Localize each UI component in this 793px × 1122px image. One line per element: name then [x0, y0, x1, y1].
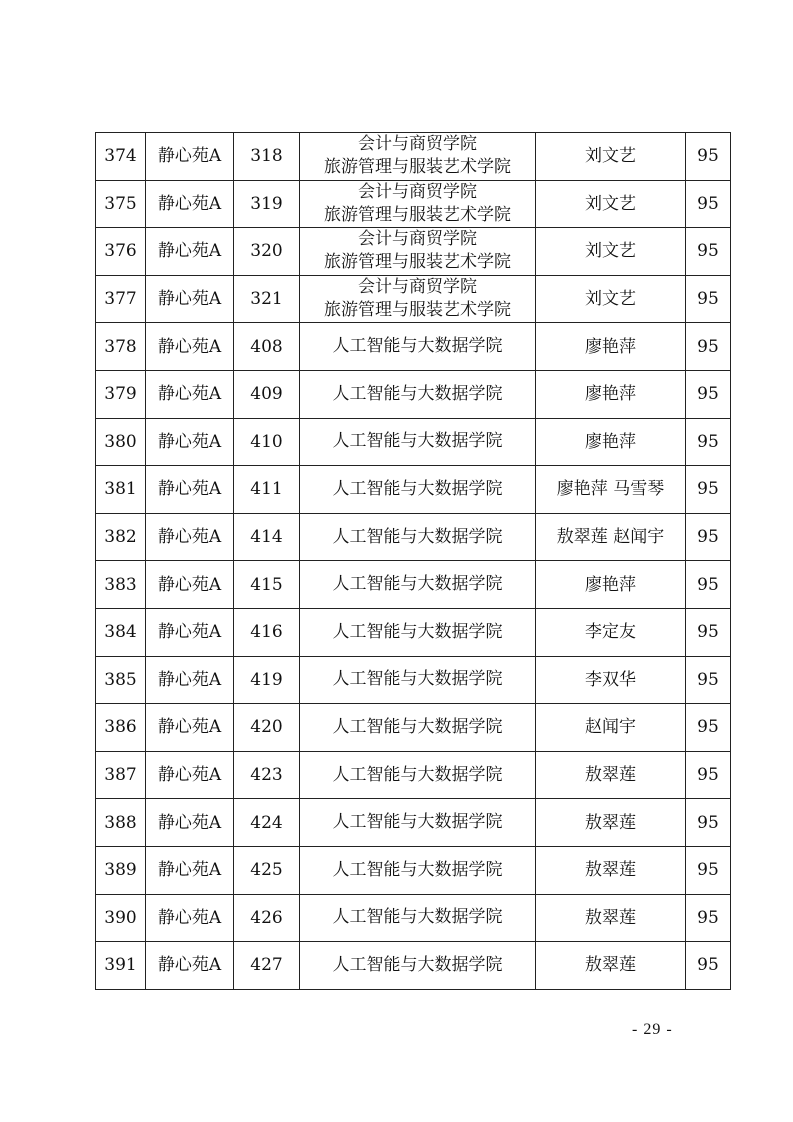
cell-building: 静心苑A — [146, 133, 234, 181]
cell-score: 95 — [686, 418, 731, 466]
table-row — [96, 323, 731, 371]
college-line: 人工智能与大数据学院 — [332, 621, 503, 642]
table-row — [96, 228, 731, 276]
cell-score: 95 — [686, 466, 731, 514]
cell-teacher: 刘文艺 — [536, 228, 686, 276]
table-row — [96, 608, 731, 656]
cell-building: 静心苑A — [146, 608, 234, 656]
college-line: 人工智能与大数据学院 — [332, 383, 503, 404]
cell-building: 静心苑A — [146, 846, 234, 894]
college-line: 人工智能与大数据学院 — [332, 764, 503, 785]
cell-score: 95 — [686, 275, 731, 323]
cell-score: 95 — [686, 656, 731, 704]
cell-score: 95 — [686, 846, 731, 894]
cell-score: 95 — [686, 370, 731, 418]
cell-room: 427 — [234, 942, 300, 990]
college-line: 会计与商贸学院 — [358, 277, 477, 298]
college-line: 旅游管理与服装艺术学院 — [324, 252, 511, 273]
cell-college — [300, 894, 536, 942]
cell-teacher: 廖艳萍 马雪琴 — [536, 466, 686, 514]
cell-teacher: 廖艳萍 — [536, 561, 686, 609]
cell-building: 静心苑A — [146, 418, 234, 466]
cell-number: 384 — [96, 608, 146, 656]
table-row — [96, 180, 731, 228]
table-row — [96, 799, 731, 847]
cell-college — [300, 799, 536, 847]
college-line: 人工智能与大数据学院 — [332, 526, 503, 547]
cell-building: 静心苑A — [146, 656, 234, 704]
cell-number: 385 — [96, 656, 146, 704]
table-row — [96, 370, 731, 418]
cell-teacher: 敖翠莲 — [536, 751, 686, 799]
table-body — [96, 133, 731, 990]
cell-building: 静心苑A — [146, 704, 234, 752]
cell-teacher: 李定友 — [536, 608, 686, 656]
cell-college — [300, 180, 536, 228]
dormitory-score-table — [95, 132, 731, 990]
cell-number: 380 — [96, 418, 146, 466]
cell-number: 386 — [96, 704, 146, 752]
cell-score: 95 — [686, 180, 731, 228]
cell-building: 静心苑A — [146, 466, 234, 514]
cell-room: 424 — [234, 799, 300, 847]
cell-college — [300, 704, 536, 752]
cell-number: 383 — [96, 561, 146, 609]
cell-college — [300, 418, 536, 466]
cell-teacher: 刘文艺 — [536, 133, 686, 181]
college-line: 会计与商贸学院 — [358, 229, 477, 250]
cell-room: 318 — [234, 133, 300, 181]
cell-score: 95 — [686, 942, 731, 990]
cell-number: 379 — [96, 370, 146, 418]
cell-score: 95 — [686, 799, 731, 847]
cell-room: 426 — [234, 894, 300, 942]
cell-room: 423 — [234, 751, 300, 799]
table-row — [96, 513, 731, 561]
college-line: 人工智能与大数据学院 — [332, 812, 503, 833]
college-line: 旅游管理与服装艺术学院 — [324, 157, 511, 178]
cell-number: 390 — [96, 894, 146, 942]
cell-building: 静心苑A — [146, 751, 234, 799]
cell-number: 381 — [96, 466, 146, 514]
cell-teacher: 敖翠莲 — [536, 942, 686, 990]
cell-number: 382 — [96, 513, 146, 561]
table-row — [96, 894, 731, 942]
cell-score: 95 — [686, 561, 731, 609]
cell-score: 95 — [686, 513, 731, 561]
table-row — [96, 133, 731, 181]
cell-score: 95 — [686, 704, 731, 752]
college-line: 人工智能与大数据学院 — [332, 478, 503, 499]
cell-room: 321 — [234, 275, 300, 323]
cell-room: 415 — [234, 561, 300, 609]
cell-room: 320 — [234, 228, 300, 276]
cell-score: 95 — [686, 323, 731, 371]
cell-room: 409 — [234, 370, 300, 418]
college-line: 会计与商贸学院 — [358, 181, 477, 202]
table-row — [96, 942, 731, 990]
college-line: 人工智能与大数据学院 — [332, 431, 503, 452]
cell-number: 388 — [96, 799, 146, 847]
cell-number: 377 — [96, 275, 146, 323]
cell-college — [300, 608, 536, 656]
cell-building: 静心苑A — [146, 323, 234, 371]
cell-room: 425 — [234, 846, 300, 894]
cell-number: 375 — [96, 180, 146, 228]
page-number: - 29 - — [632, 1021, 673, 1038]
cell-college — [300, 561, 536, 609]
cell-building: 静心苑A — [146, 561, 234, 609]
cell-score: 95 — [686, 228, 731, 276]
cell-room: 408 — [234, 323, 300, 371]
cell-number: 387 — [96, 751, 146, 799]
cell-building: 静心苑A — [146, 228, 234, 276]
cell-teacher: 廖艳萍 — [536, 370, 686, 418]
cell-number: 374 — [96, 133, 146, 181]
cell-college — [300, 942, 536, 990]
table-row — [96, 704, 731, 752]
cell-teacher: 敖翠莲 — [536, 894, 686, 942]
college-line: 人工智能与大数据学院 — [332, 907, 503, 928]
college-line: 旅游管理与服装艺术学院 — [324, 204, 511, 225]
cell-room: 410 — [234, 418, 300, 466]
cell-teacher: 敖翠莲 — [536, 799, 686, 847]
cell-college — [300, 656, 536, 704]
college-line: 人工智能与大数据学院 — [332, 669, 503, 690]
cell-score: 95 — [686, 133, 731, 181]
college-line: 人工智能与大数据学院 — [332, 716, 503, 737]
table-row — [96, 418, 731, 466]
cell-college — [300, 466, 536, 514]
cell-room: 414 — [234, 513, 300, 561]
cell-college — [300, 275, 536, 323]
cell-college — [300, 513, 536, 561]
table-row — [96, 275, 731, 323]
cell-teacher: 敖翠莲 — [536, 846, 686, 894]
cell-college — [300, 751, 536, 799]
cell-room: 419 — [234, 656, 300, 704]
cell-number: 378 — [96, 323, 146, 371]
college-line: 会计与商贸学院 — [358, 134, 477, 155]
cell-score: 95 — [686, 751, 731, 799]
cell-college — [300, 228, 536, 276]
cell-teacher: 赵闻宇 — [536, 704, 686, 752]
college-line: 人工智能与大数据学院 — [332, 574, 503, 595]
cell-building: 静心苑A — [146, 894, 234, 942]
cell-score: 95 — [686, 608, 731, 656]
cell-college — [300, 323, 536, 371]
cell-number: 376 — [96, 228, 146, 276]
cell-college — [300, 370, 536, 418]
cell-building: 静心苑A — [146, 370, 234, 418]
college-line: 人工智能与大数据学院 — [332, 954, 503, 975]
cell-room: 416 — [234, 608, 300, 656]
cell-teacher: 廖艳萍 — [536, 323, 686, 371]
cell-room: 411 — [234, 466, 300, 514]
cell-college — [300, 846, 536, 894]
cell-teacher: 李双华 — [536, 656, 686, 704]
college-line: 人工智能与大数据学院 — [332, 336, 503, 357]
cell-building: 静心苑A — [146, 513, 234, 561]
cell-room: 319 — [234, 180, 300, 228]
cell-building: 静心苑A — [146, 180, 234, 228]
table-row — [96, 656, 731, 704]
cell-number: 389 — [96, 846, 146, 894]
cell-teacher: 刘文艺 — [536, 275, 686, 323]
table-row — [96, 846, 731, 894]
college-line: 人工智能与大数据学院 — [332, 859, 503, 880]
college-line: 旅游管理与服装艺术学院 — [324, 300, 511, 321]
table-row — [96, 466, 731, 514]
table-row — [96, 561, 731, 609]
cell-score: 95 — [686, 894, 731, 942]
cell-building: 静心苑A — [146, 275, 234, 323]
cell-building: 静心苑A — [146, 942, 234, 990]
table-row — [96, 751, 731, 799]
cell-teacher: 刘文艺 — [536, 180, 686, 228]
cell-teacher: 敖翠莲 赵闻宇 — [536, 513, 686, 561]
cell-room: 420 — [234, 704, 300, 752]
cell-teacher: 廖艳萍 — [536, 418, 686, 466]
cell-number: 391 — [96, 942, 146, 990]
cell-building: 静心苑A — [146, 799, 234, 847]
cell-college — [300, 133, 536, 181]
